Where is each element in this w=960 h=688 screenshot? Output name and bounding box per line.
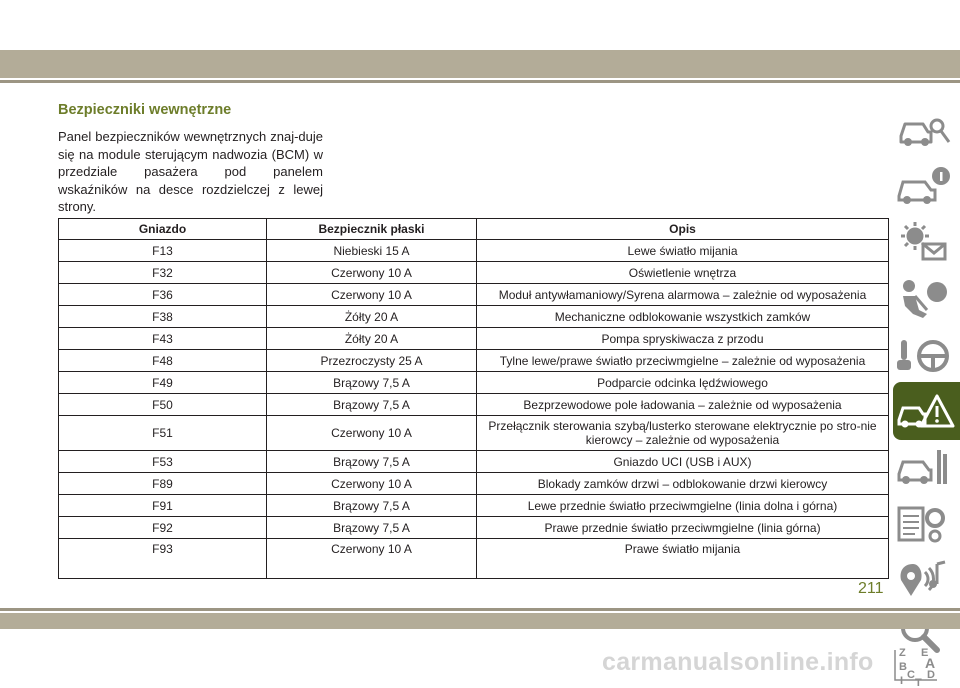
specifications-icon: [893, 494, 960, 552]
table-header-row: [59, 219, 889, 240]
header-fuse: Bezpiecznik płaski: [267, 219, 477, 240]
table-row: [59, 328, 889, 350]
tab-warning-lights[interactable]: [893, 214, 960, 272]
fuse-cell: Brązowy 7,5 A: [267, 451, 477, 473]
intro-paragraph: Panel bezpieczników wewnętrznych znaj-duje się na module sterującym nadwozia (BCM) w przedziale pasażera pod panelem wskaźników na desce rozdzielczej z lewej strony.: [58, 129, 323, 215]
table-row: [59, 416, 889, 451]
multimedia-icon: [893, 550, 960, 608]
slot-cell: F38: [59, 306, 267, 328]
tab-specifications[interactable]: [893, 494, 960, 552]
slot-cell: F48: [59, 350, 267, 372]
description-cell: Gniazdo UCI (USB i AUX): [477, 451, 889, 473]
slot-cell: F36: [59, 284, 267, 306]
car-service-icon: [893, 438, 960, 496]
page-number: 211: [858, 580, 884, 597]
slot-cell: F91: [59, 495, 267, 517]
slot-cell: F89: [59, 473, 267, 495]
header-slot: Gniazdo: [59, 219, 267, 240]
car-key-icon: [893, 102, 960, 160]
table-row: [59, 350, 889, 372]
index-letter: Z: [899, 647, 906, 659]
description-cell: Lewe światło mijania: [477, 240, 889, 262]
slot-cell: F43: [59, 328, 267, 350]
index-letter: T: [915, 677, 922, 688]
table-row: [59, 473, 889, 495]
slot-cell: F50: [59, 394, 267, 416]
fuse-cell: Czerwony 10 A: [267, 473, 477, 495]
table-row: [59, 262, 889, 284]
table-row: [59, 495, 889, 517]
top-decorative-band: [0, 50, 960, 78]
slot-cell: F93: [59, 539, 267, 579]
table-row: [59, 284, 889, 306]
tab-emergency[interactable]: [893, 382, 960, 440]
warning-lights-icon: [893, 214, 960, 272]
index-letter: I: [900, 675, 904, 687]
slot-cell: F92: [59, 517, 267, 539]
fuse-cell: Przezroczysty 25 A: [267, 350, 477, 372]
bottom-divider: [0, 608, 960, 611]
tab-starting-driving[interactable]: [893, 326, 960, 384]
fuse-cell: Czerwony 10 A: [267, 539, 477, 579]
emergency-car-icon: [893, 382, 960, 440]
description-cell: Prawe światło mijania: [477, 539, 889, 579]
index-letter: B: [899, 661, 907, 673]
table-row: [59, 372, 889, 394]
airbag-safety-icon: [893, 270, 960, 328]
table-row: [59, 394, 889, 416]
description-cell: Pompa spryskiwacza z przodu: [477, 328, 889, 350]
fuse-cell: Brązowy 7,5 A: [267, 517, 477, 539]
section-title: Bezpieczniki wewnętrzne: [58, 102, 232, 118]
index-letters-icon: [893, 644, 960, 688]
fuse-cell: Brązowy 7,5 A: [267, 372, 477, 394]
index-letter: A: [925, 655, 936, 671]
bottom-decorative-band: [0, 613, 960, 629]
tab-index[interactable]: [893, 644, 960, 688]
slot-cell: F51: [59, 416, 267, 451]
slot-cell: F49: [59, 372, 267, 394]
tab-airbag-safety[interactable]: [893, 270, 960, 328]
description-cell: Podparcie odcinka lędźwiowego: [477, 372, 889, 394]
slot-cell: F53: [59, 451, 267, 473]
index-letter: E: [921, 647, 929, 659]
tab-car-info[interactable]: [893, 158, 960, 216]
fuse-cell: Niebieski 15 A: [267, 240, 477, 262]
tab-multimedia[interactable]: [893, 550, 960, 608]
header-description: Opis: [477, 219, 889, 240]
table-row: [59, 306, 889, 328]
fuse-cell: Żółty 20 A: [267, 328, 477, 350]
description-cell: Bezprzewodowe pole ładowania – zależnie od wyposażenia: [477, 394, 889, 416]
fuse-cell: Żółty 20 A: [267, 306, 477, 328]
fuse-cell: Brązowy 7,5 A: [267, 394, 477, 416]
fuse-cell: Czerwony 10 A: [267, 262, 477, 284]
description-cell: Moduł antywłamaniowy/Syrena alarmowa – zależnie od wyposażenia: [477, 284, 889, 306]
fuse-cell: Czerwony 10 A: [267, 416, 477, 451]
description-cell: Blokady zamków drzwi – odblokowanie drzwi kierowcy: [477, 473, 889, 495]
index-letter: D: [927, 669, 935, 681]
table-row: [59, 451, 889, 473]
description-cell: Mechaniczne odblokowanie wszystkich zamków: [477, 306, 889, 328]
car-info-icon: [893, 158, 960, 216]
description-cell: Prawe przednie światło przeciwmgielne (linia górna): [477, 517, 889, 539]
slot-cell: F32: [59, 262, 267, 284]
index-letter: C: [907, 669, 915, 681]
starting-driving-icon: [893, 326, 960, 384]
tab-car-service[interactable]: [893, 438, 960, 496]
description-cell: Lewe przednie światło przeciwmgielne (linia dolna i górna): [477, 495, 889, 517]
table-row: [59, 517, 889, 539]
table-row: [59, 240, 889, 262]
fuse-cell: Czerwony 10 A: [267, 284, 477, 306]
description-cell: Przełącznik sterowania szybą/lusterko sterowane elektrycznie po stro-nie kierowcy – zależnie od wyposażenia: [477, 416, 889, 451]
slot-cell: F13: [59, 240, 267, 262]
fuse-cell: Brązowy 7,5 A: [267, 495, 477, 517]
top-divider: [0, 80, 960, 83]
watermark: carmanualsonline.info: [602, 648, 874, 676]
description-cell: Tylne lewe/prawe światło przeciwmgielne – zależnie od wyposażenia: [477, 350, 889, 372]
description-cell: Oświetlenie wnętrza: [477, 262, 889, 284]
tab-car-key[interactable]: [893, 102, 960, 160]
table-row: [59, 539, 889, 579]
fuse-table: [58, 218, 889, 579]
